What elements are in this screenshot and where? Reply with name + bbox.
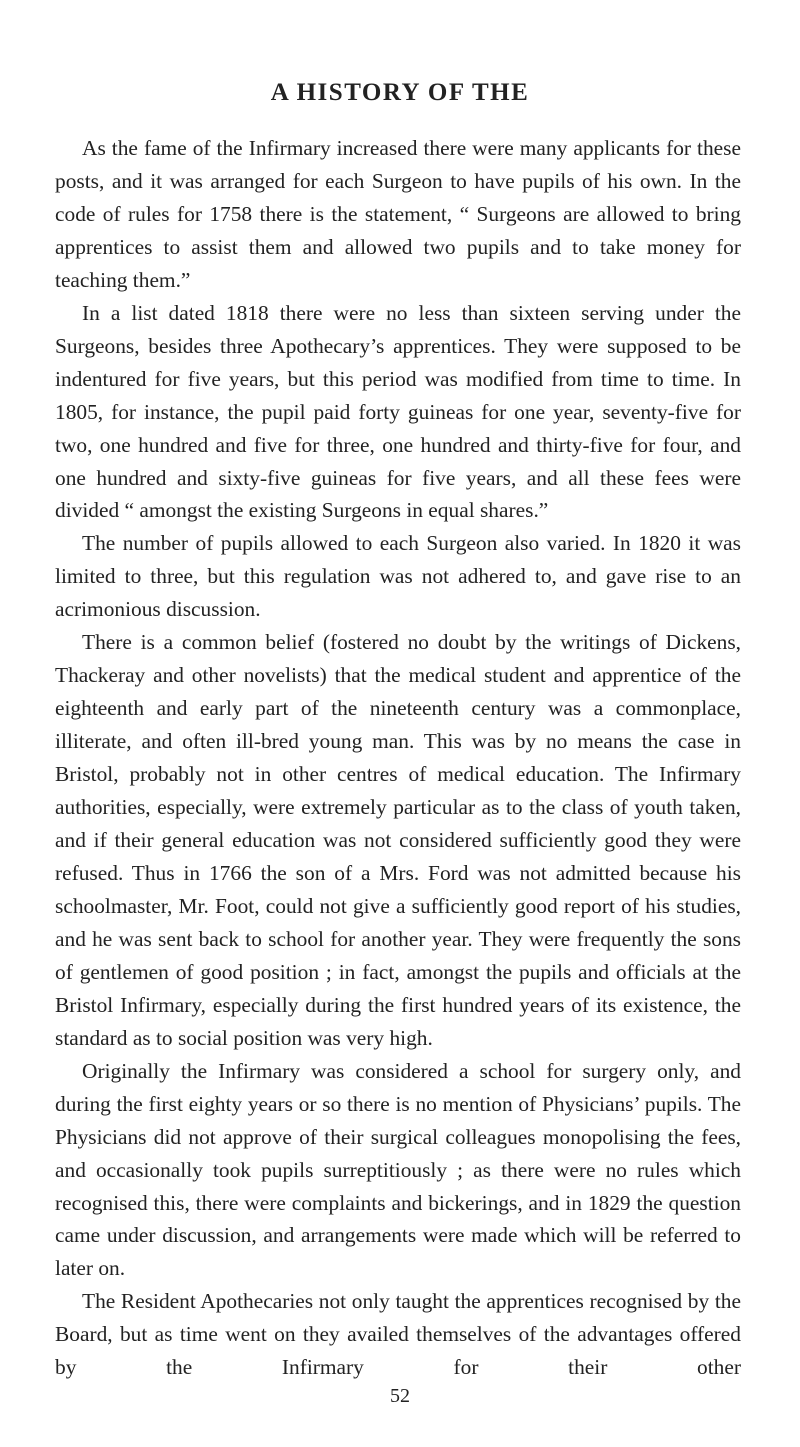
paragraph: The number of pupils allowed to each Surgeon also varied. In 1820 it was limited to three, but this regulation was not adhered to, and gave rise to an acrimonious discussion. [55,531,741,622]
paragraph: In a list dated 1818 there were no less than sixteen serving under the Surgeons, besides three Apothecary’s apprentices. They were supposed to be indentured for five years, but this period was modified from time to time. In 1805, for instance, the pupil paid forty guineas for one year, seventy-five for two, one hundred and five for three, one hundred and thirty-five for four, and one hundred and sixty-five guineas for five years, and all these fees were divided “ amongst the existing Surgeons in equal shares.” [55,300,741,523]
paragraph: As the fame of the Infirmary increased there were many applicants for these posts, and it was arranged for each Surgeon to have pupils of his own. In the code of rules for 1758 there is the statement, “ Surgeons are allowed to bring apprentices to assist them and allowed two pupils and to take money for teaching them.” [55,136,741,292]
paragraph: The Resident Apothecaries not only taught the apprentices recognised by the Board, but as time went on they availed themselves of the advantages offered by the Infirmary for their other [55,1289,741,1380]
body-text [55,132,741,1384]
page-number: 52 [390,1385,410,1407]
paragraph: There is a common belief (fostered no doubt by the writings of Dickens, Thackeray and other novelists) that the medical student and apprentice of the eighteenth and early part of the nineteenth century was a commonplace, illiterate, and often ill-bred young man. This was by no means the case in Bristol, probably not in other centres of medical education. The Infirmary authorities, especially, were extremely particular as to the class of youth taken, and if their general education was not considered sufficiently good they were refused. Thus in 1766 the son of a Mrs. Ford was not admitted because his schoolmaster, Mr. Foot, could not give a sufficiently good report of his studies, and he was sent back to school for another year. They were frequently the sons of gentlemen of good position ; in fact, amongst the pupils and officials at the Bristol Infirmary, especially during the first hundred years of its existence, the standard as to social position was very high. [55,630,741,1050]
paragraph: Originally the Infirmary was considered a school for surgery only, and during the first eighty years or so there is no mention of Physicians’ pupils. The Physicians did not approve of their surgical colleagues monopolising the fees, and occasionally took pupils surreptitiously ; as there were no rules which recognised this, there were complaints and bickerings, and in 1829 the question came under discussion, and arrangements were made which will be referred to later on. [55,1058,741,1281]
running-head: A HISTORY OF THE [270,79,530,106]
